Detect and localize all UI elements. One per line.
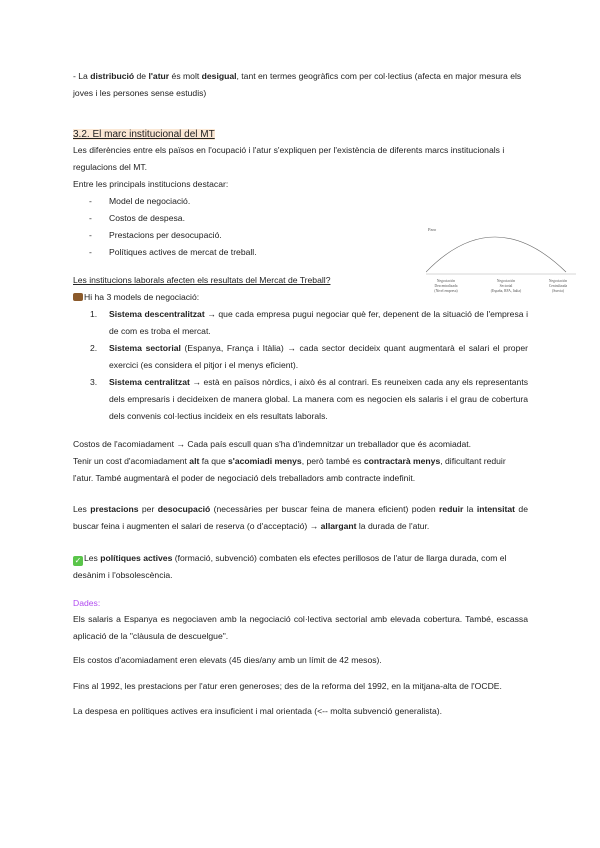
dades-item-4: La despesa en polítiques actives era insuficient i mal orientada (<-- molta subvenció generalista). <box>73 706 443 716</box>
figure-label: Negociación <box>436 279 456 283</box>
dades-item-1: Els salaris a Espanya es negociaven amb la negociació col·lectiva sectorial amb elevada cobertura. També, escassa aplicació de la "clàusula de descuelgue". <box>73 614 528 641</box>
dades-item-2: Els costos d'acomiadament eren elevats (45 dies/any amb un límit de 42 mesos). <box>73 655 382 665</box>
figure-label: (España, RFA, Italia) <box>490 289 522 293</box>
list-item: - Model de negociació. <box>89 196 191 206</box>
figure-label: (Suecia) <box>552 289 564 293</box>
negotiation-curve-figure <box>426 222 576 300</box>
page-title: 3.2. El marc institucional del MT <box>73 129 215 140</box>
figure-curve <box>426 237 566 272</box>
active-policies-paragraph: ✓ Les polítiques actives (formació, subvenció) combaten els efectes perillosos de l'atur de llarga durada, com el desànim i l'obsolescència. <box>73 553 507 580</box>
dismissal-costs-paragraph: Costos de l'acomiadament → Cada país escull quan s'ha d'indemnitzar un treballador que és acomiadat. Tenir un cost d'acomiadament alt fa que s'acomiadi menys, però també es contractarà menys, dificultant reduir l'atur. També augmentarà el poder de negociació dels treballadors amb contracte indefinit. <box>73 439 506 483</box>
list-item: 2. Sistema sectorial (Espanya, França i Itàlia) → cada sector decideix quant augmentarà el salari el proper exercici (es considera el pitjor i el menys eficient). <box>90 343 529 370</box>
figure-label: Descentralizada <box>434 284 458 288</box>
dades-label: Dades: <box>73 598 101 608</box>
paragraph-unemployment-distribution: - La distribució de l'atur és molt desigual, tant en termes geogràfics com per col·lectius (afecta en major mesura els joves i les persones sense estudis) <box>73 71 522 98</box>
section-heading <box>73 126 528 143</box>
figure-label: Negociación <box>496 279 516 283</box>
list-item: - Polítiques actives de mercat de treball. <box>89 247 257 257</box>
dades-item-3: Fins al 1992, les prestacions per l'atur eren generoses; des de la reforma del 1992, en la mitjana-alta de l'OCDE. <box>73 681 502 691</box>
list-item: 3. Sistema centralitzat → està en països nòrdics, i això és al contrari. Es reuneixen cada any els representants dels empresaris i decideixen de manera global. La manera com es negocien els salaris i el grau de cobertura dels convenis col·lectius incideix en els resultats laborals. <box>90 377 529 421</box>
figure-label: Centralizada <box>548 284 568 288</box>
unemployment-benefits-paragraph: Les prestacions per desocupació (necessàries per buscar feina de manera eficient) poden reduir la intensitat de buscar feina i augmenten el salari de reserva (o d'acceptació) → allargant la durada de l'atur. <box>73 504 528 531</box>
figure-label: Sectorial <box>499 284 513 288</box>
briefcase-icon <box>73 293 83 301</box>
figure-ylabel: Paro <box>428 227 437 232</box>
list-item: - Prestacions per desocupació. <box>89 230 222 240</box>
models-intro: Hi ha 3 models de negociació: <box>73 289 423 306</box>
figure-label: Negociación <box>548 279 568 283</box>
question-line: Les institucions laborals afecten els resultats del Mercat de Treball? <box>73 275 331 285</box>
intro-paragraph: Les diferències entre els països en l'ocupació i l'atur s'expliquen per l'existència de diferents marcs institucionals i regulacions del MT. Entre les principals institucions destacar: <box>73 145 505 189</box>
list-item: - Costos de despesa. <box>89 213 185 223</box>
models-list <box>73 306 528 425</box>
check-icon: ✓ <box>74 556 82 565</box>
list-item: 1. Sistema descentralitzat → que cada empresa pugui negociar què fer, depenent de la situació de l'empresa i de com es troba el mercat. <box>90 309 528 336</box>
figure-label: (Nivel empresa) <box>434 289 458 293</box>
